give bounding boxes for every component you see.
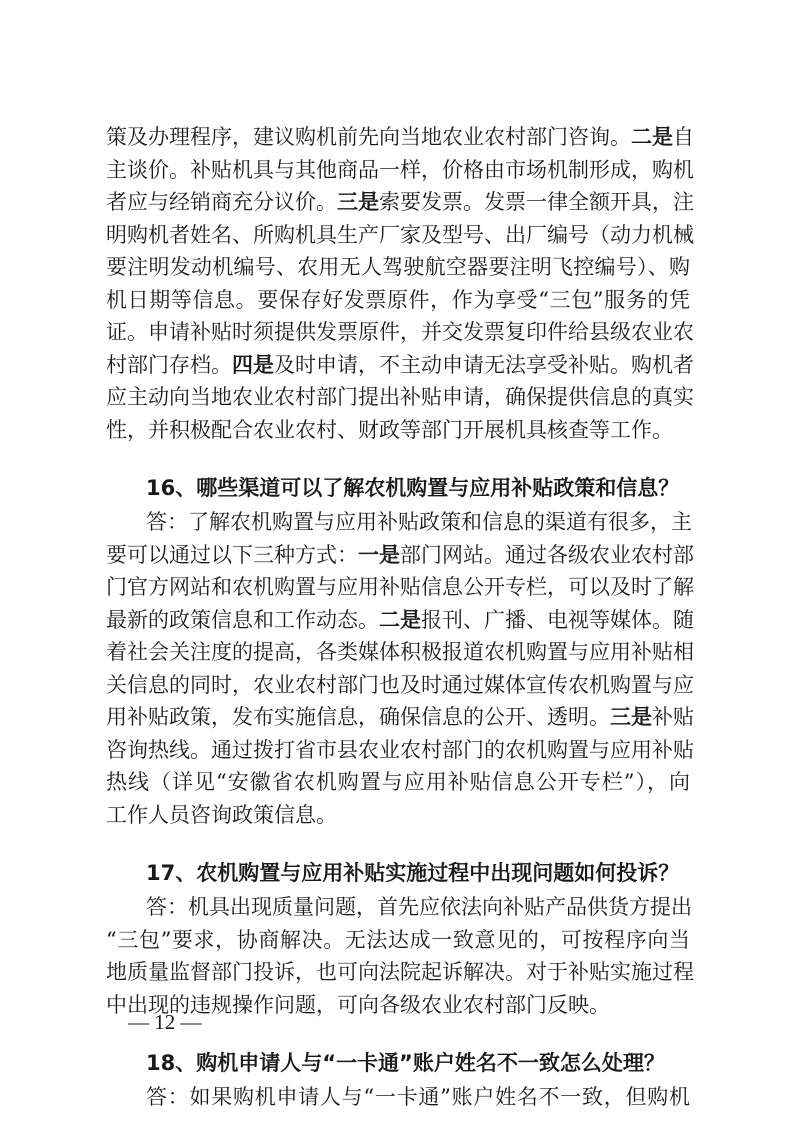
page-number: — 12 —: [128, 1010, 202, 1034]
text-line: [106, 734, 694, 767]
text-segment: 机日期等信息。要保存好发票原件，作为享受“三包”服务的凭: [106, 287, 690, 312]
text-line: [106, 121, 694, 154]
text-line: [106, 284, 690, 317]
text-line: [106, 316, 694, 349]
text-segment: 索要发票。发票一律全额开具，注: [379, 190, 694, 214]
continuation-paragraph: [106, 121, 694, 446]
text-line: [106, 349, 694, 382]
text-line: [106, 669, 694, 702]
text-segment: 村部门存档。: [106, 352, 232, 377]
text-segment: 地质量监督部门投诉，也可向法院起诉解决。对于补贴实施过程: [106, 960, 694, 984]
text-line: [106, 924, 690, 957]
text-line: [106, 604, 694, 637]
bold-marker: 三是: [337, 190, 379, 214]
question-16-title: 16、哪些渠道可以了解农机购置与应用补贴政策和信息？: [146, 476, 680, 500]
text-segment: 最新的政策信息和工作动态。: [106, 607, 379, 632]
text-line: [106, 766, 690, 799]
text-line: [106, 799, 690, 832]
text-segment: 报刊、广播、电视等媒体。随: [421, 607, 694, 632]
text-segment: 自: [673, 125, 694, 149]
text-segment: 着社会关注度的提高，各类媒体积极报道农机购置与应用补贴相: [106, 640, 694, 664]
document-body: [106, 121, 694, 1114]
text-segment: 中出现的违规操作问题，可向各级农业农村部门反映。: [106, 992, 610, 1017]
text-segment: “三包”要求，协商解决。无法达成一致意见的，可按程序向当: [106, 927, 690, 952]
text-line: [106, 571, 694, 604]
text-line: [106, 539, 694, 572]
text-line: [106, 636, 694, 669]
text-segment: 明购机者姓名、所购机具生产厂家及型号、出厂编号（动力机械: [106, 222, 694, 247]
answer-17-paragraph: [106, 891, 694, 1021]
text-segment: 补贴: [652, 705, 694, 729]
text-segment: 主谈价。补贴机具与其他商品一样，价格由市场机制形成，购机: [106, 157, 694, 182]
text-line: [106, 956, 694, 989]
bold-marker: 二是: [379, 607, 421, 632]
text-segment: 及时申请，不主动申请无法享受补贴。购机者: [274, 352, 694, 377]
text-segment: 部门网站。通过各级农业农村部: [400, 542, 694, 567]
text-segment: 咨询热线。通过拨打省市县农业农村部门的农机购置与应用补贴: [106, 737, 694, 762]
text-segment: 应主动向当地农业农村部门提出补贴申请，确保提供信息的真实: [106, 385, 694, 409]
text-line: [106, 251, 690, 284]
text-line: [106, 154, 694, 187]
text-segment: 策及办理程序，建议购机前先向当地农业农村部门咨询。: [106, 125, 631, 149]
text-segment: 答：如果购机申请人与“一卡通”账户姓名不一致，但购机: [146, 1085, 690, 1109]
text-line: [106, 381, 694, 414]
text-line: [106, 219, 694, 252]
answer-16-paragraph: [106, 506, 694, 831]
question-17-title: 17、农机购置与应用补贴实施过程中出现问题如何投诉？: [146, 861, 680, 885]
bold-marker: 四是: [232, 352, 274, 377]
text-segment: 答：机具出现质量问题，首先应依法向补贴产品供货方提出: [146, 895, 692, 919]
bold-marker: 一是: [358, 542, 400, 567]
text-segment: 工作人员咨询政策信息。: [106, 802, 337, 827]
text-line: [106, 506, 690, 539]
text-line: [106, 1081, 690, 1114]
text-segment: 证。申请补贴时须提供发票原件，并交发票复印件给县级农业农: [106, 320, 694, 344]
text-segment: 用补贴政策，发布实施信息，确保信息的公开、透明。: [106, 705, 610, 729]
text-line: [106, 186, 694, 219]
text-segment: 要可以通过以下三种方式：: [106, 542, 358, 567]
text-segment: 门官方网站和农机购置与应用补贴信息公开专栏，可以及时了解: [106, 575, 694, 599]
text-segment: 要注明发动机编号、农用无人驾驶航空器要注明飞控编号）、购: [106, 255, 690, 279]
question-18-title: 18、购机申请人与“一卡通”账户姓名不一致怎么处理？: [146, 1051, 665, 1075]
text-line: [106, 891, 690, 924]
bold-marker: 二是: [631, 125, 673, 149]
bold-marker: 三是: [610, 705, 652, 729]
text-segment: 答：了解农机购置与应用补贴政策和信息的渠道有很多，主: [146, 510, 692, 534]
text-segment: 热线（详见“安徽省农机购置与应用补贴信息公开专栏”），向: [106, 770, 690, 794]
text-line: [106, 701, 694, 734]
answer-18-paragraph: [106, 1081, 690, 1114]
text-segment: 者应与经销商充分议价。: [106, 190, 337, 214]
text-line: [106, 414, 690, 447]
text-segment: 性，并积极配合农业农村、财政等部门开展机具核查等工作。: [106, 417, 673, 442]
text-segment: 关信息的同时，农业农村部门也及时通过媒体宣传农机购置与应: [106, 672, 694, 697]
